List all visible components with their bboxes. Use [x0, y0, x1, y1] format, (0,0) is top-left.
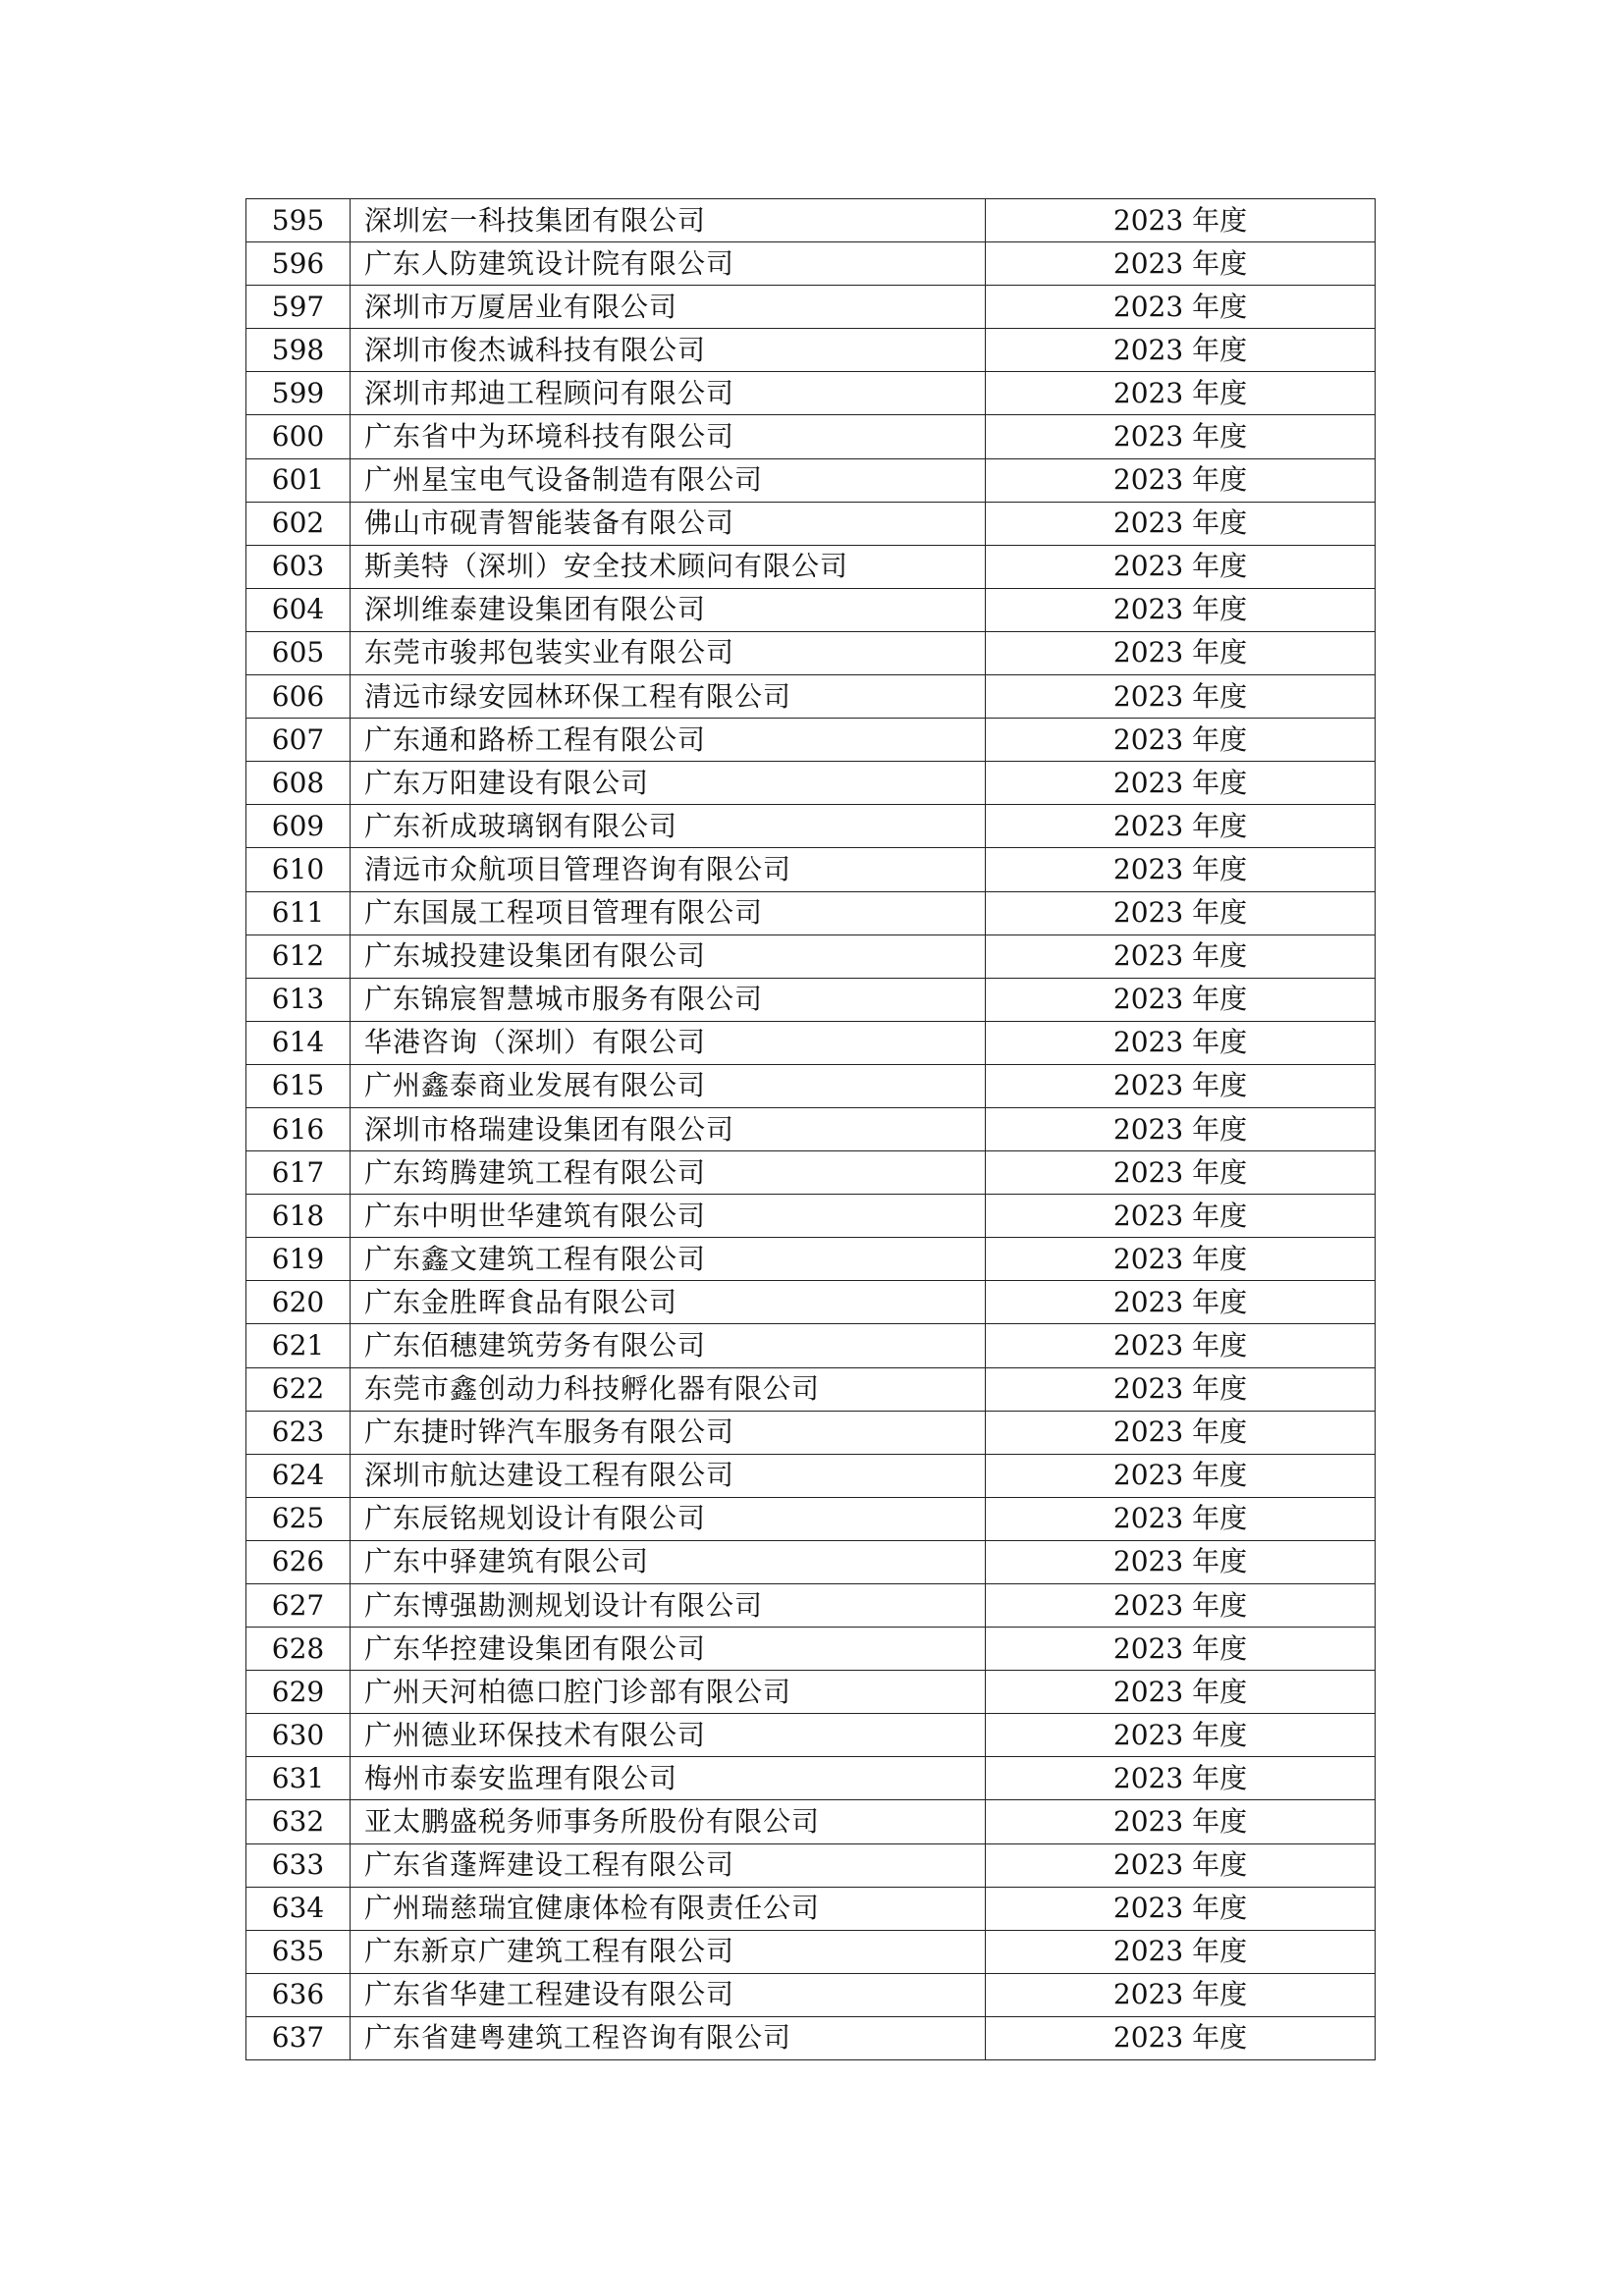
year-cell: 2023 年度 [986, 199, 1376, 242]
row-number-cell: 601 [246, 458, 351, 502]
table-row [246, 588, 1376, 631]
year-cell: 2023 年度 [986, 329, 1376, 372]
table-row [246, 1367, 1376, 1411]
year-cell: 2023 年度 [986, 762, 1376, 805]
company-name-cell: 清远市绿安园林环保工程有限公司 [351, 675, 986, 719]
year-cell: 2023 年度 [986, 1887, 1376, 1930]
row-number-cell: 610 [246, 848, 351, 891]
table-row [246, 631, 1376, 674]
row-number-cell: 633 [246, 1843, 351, 1887]
company-name-cell: 深圳维泰建设集团有限公司 [351, 588, 986, 631]
row-number-cell: 609 [246, 805, 351, 848]
company-name-cell: 广东锦宸智慧城市服务有限公司 [351, 978, 986, 1021]
table-row [246, 415, 1376, 458]
year-cell: 2023 年度 [986, 1973, 1376, 2016]
row-number-cell: 636 [246, 1973, 351, 2016]
table-row [246, 242, 1376, 286]
table-row [246, 675, 1376, 719]
company-name-cell: 广东华控建设集团有限公司 [351, 1628, 986, 1671]
row-number-cell: 618 [246, 1195, 351, 1238]
company-name-cell: 华港咨询（深圳）有限公司 [351, 1021, 986, 1064]
year-cell: 2023 年度 [986, 1628, 1376, 1671]
year-cell: 2023 年度 [986, 848, 1376, 891]
year-cell: 2023 年度 [986, 1497, 1376, 1540]
table-row [246, 1021, 1376, 1064]
year-cell: 2023 年度 [986, 2016, 1376, 2059]
company-name-cell: 东莞市鑫创动力科技孵化器有限公司 [351, 1367, 986, 1411]
table-row [246, 2016, 1376, 2059]
year-cell: 2023 年度 [986, 631, 1376, 674]
company-name-cell: 广东博强勘测规划设计有限公司 [351, 1584, 986, 1628]
company-name-cell: 广东省蓬辉建设工程有限公司 [351, 1843, 986, 1887]
row-number-cell: 595 [246, 199, 351, 242]
year-cell: 2023 年度 [986, 1324, 1376, 1367]
table-row [246, 1887, 1376, 1930]
row-number-cell: 626 [246, 1540, 351, 1583]
table-row [246, 372, 1376, 415]
year-cell: 2023 年度 [986, 1930, 1376, 1973]
company-name-cell: 广州鑫泰商业发展有限公司 [351, 1064, 986, 1107]
row-number-cell: 632 [246, 1800, 351, 1843]
company-name-cell: 广东新京广建筑工程有限公司 [351, 1930, 986, 1973]
year-cell: 2023 年度 [986, 1238, 1376, 1281]
table-row [246, 1411, 1376, 1454]
company-name-cell: 广东辰铭规划设计有限公司 [351, 1497, 986, 1540]
row-number-cell: 630 [246, 1714, 351, 1757]
table-row [246, 762, 1376, 805]
company-name-cell: 广州星宝电气设备制造有限公司 [351, 458, 986, 502]
row-number-cell: 597 [246, 286, 351, 329]
row-number-cell: 600 [246, 415, 351, 458]
row-number-cell: 634 [246, 1887, 351, 1930]
table-row [246, 1454, 1376, 1497]
company-name-cell: 广州德业环保技术有限公司 [351, 1714, 986, 1757]
document-page [245, 198, 1375, 2060]
year-cell: 2023 年度 [986, 545, 1376, 588]
table-row [246, 891, 1376, 934]
table-row [246, 934, 1376, 978]
company-name-cell: 深圳宏一科技集团有限公司 [351, 199, 986, 242]
row-number-cell: 612 [246, 934, 351, 978]
company-name-cell: 广东佰穗建筑劳务有限公司 [351, 1324, 986, 1367]
company-name-cell: 广东万阳建设有限公司 [351, 762, 986, 805]
year-cell: 2023 年度 [986, 675, 1376, 719]
row-number-cell: 616 [246, 1107, 351, 1150]
year-cell: 2023 年度 [986, 978, 1376, 1021]
company-name-cell: 广东城投建设集团有限公司 [351, 934, 986, 978]
year-cell: 2023 年度 [986, 1281, 1376, 1324]
row-number-cell: 628 [246, 1628, 351, 1671]
row-number-cell: 598 [246, 329, 351, 372]
row-number-cell: 621 [246, 1324, 351, 1367]
year-cell: 2023 年度 [986, 588, 1376, 631]
row-number-cell: 613 [246, 978, 351, 1021]
row-number-cell: 603 [246, 545, 351, 588]
table-row [246, 1497, 1376, 1540]
table-body [246, 199, 1376, 2060]
company-name-cell: 广东省中为环境科技有限公司 [351, 415, 986, 458]
company-name-cell: 广东鑫文建筑工程有限公司 [351, 1238, 986, 1281]
year-cell: 2023 年度 [986, 415, 1376, 458]
company-list-table [245, 198, 1376, 2060]
year-cell: 2023 年度 [986, 1540, 1376, 1583]
row-number-cell: 604 [246, 588, 351, 631]
company-name-cell: 广东国晟工程项目管理有限公司 [351, 891, 986, 934]
company-name-cell: 广东省华建工程建设有限公司 [351, 1973, 986, 2016]
table-row [246, 1540, 1376, 1583]
row-number-cell: 627 [246, 1584, 351, 1628]
table-row [246, 199, 1376, 242]
year-cell: 2023 年度 [986, 1714, 1376, 1757]
company-name-cell: 深圳市俊杰诚科技有限公司 [351, 329, 986, 372]
table-row [246, 1238, 1376, 1281]
row-number-cell: 615 [246, 1064, 351, 1107]
year-cell: 2023 年度 [986, 1064, 1376, 1107]
row-number-cell: 631 [246, 1757, 351, 1800]
row-number-cell: 622 [246, 1367, 351, 1411]
company-name-cell: 广东祈成玻璃钢有限公司 [351, 805, 986, 848]
row-number-cell: 605 [246, 631, 351, 674]
year-cell: 2023 年度 [986, 242, 1376, 286]
table-row [246, 719, 1376, 762]
table-row [246, 1930, 1376, 1973]
table-row [246, 329, 1376, 372]
row-number-cell: 629 [246, 1671, 351, 1714]
year-cell: 2023 年度 [986, 719, 1376, 762]
company-name-cell: 广东金胜晖食品有限公司 [351, 1281, 986, 1324]
row-number-cell: 607 [246, 719, 351, 762]
company-name-cell: 广东捷时铧汽车服务有限公司 [351, 1411, 986, 1454]
year-cell: 2023 年度 [986, 1800, 1376, 1843]
table-row [246, 286, 1376, 329]
year-cell: 2023 年度 [986, 1107, 1376, 1150]
year-cell: 2023 年度 [986, 286, 1376, 329]
company-name-cell: 梅州市泰安监理有限公司 [351, 1757, 986, 1800]
year-cell: 2023 年度 [986, 1757, 1376, 1800]
row-number-cell: 596 [246, 242, 351, 286]
table-row [246, 805, 1376, 848]
row-number-cell: 614 [246, 1021, 351, 1064]
year-cell: 2023 年度 [986, 934, 1376, 978]
table-row [246, 502, 1376, 545]
row-number-cell: 606 [246, 675, 351, 719]
row-number-cell: 624 [246, 1454, 351, 1497]
company-name-cell: 广东省建粤建筑工程咨询有限公司 [351, 2016, 986, 2059]
table-row [246, 1800, 1376, 1843]
table-row [246, 458, 1376, 502]
company-name-cell: 亚太鹏盛税务师事务所股份有限公司 [351, 1800, 986, 1843]
row-number-cell: 623 [246, 1411, 351, 1454]
year-cell: 2023 年度 [986, 1584, 1376, 1628]
row-number-cell: 619 [246, 1238, 351, 1281]
row-number-cell: 620 [246, 1281, 351, 1324]
year-cell: 2023 年度 [986, 372, 1376, 415]
company-name-cell: 深圳市格瑞建设集团有限公司 [351, 1107, 986, 1150]
company-name-cell: 佛山市砚青智能装备有限公司 [351, 502, 986, 545]
table-row [246, 1064, 1376, 1107]
table-row [246, 1195, 1376, 1238]
year-cell: 2023 年度 [986, 891, 1376, 934]
row-number-cell: 599 [246, 372, 351, 415]
row-number-cell: 625 [246, 1497, 351, 1540]
table-row [246, 1281, 1376, 1324]
company-name-cell: 深圳市万厦居业有限公司 [351, 286, 986, 329]
year-cell: 2023 年度 [986, 1021, 1376, 1064]
company-name-cell: 广州瑞慈瑞宜健康体检有限责任公司 [351, 1887, 986, 1930]
row-number-cell: 602 [246, 502, 351, 545]
year-cell: 2023 年度 [986, 458, 1376, 502]
company-name-cell: 东莞市骏邦包装实业有限公司 [351, 631, 986, 674]
table-row [246, 545, 1376, 588]
year-cell: 2023 年度 [986, 1195, 1376, 1238]
table-row [246, 1151, 1376, 1195]
row-number-cell: 635 [246, 1930, 351, 1973]
table-row [246, 1973, 1376, 2016]
year-cell: 2023 年度 [986, 1411, 1376, 1454]
row-number-cell: 611 [246, 891, 351, 934]
table-row [246, 848, 1376, 891]
year-cell: 2023 年度 [986, 502, 1376, 545]
company-name-cell: 广东中驿建筑有限公司 [351, 1540, 986, 1583]
table-row [246, 978, 1376, 1021]
year-cell: 2023 年度 [986, 805, 1376, 848]
year-cell: 2023 年度 [986, 1151, 1376, 1195]
company-name-cell: 广东人防建筑设计院有限公司 [351, 242, 986, 286]
table-row [246, 1757, 1376, 1800]
company-name-cell: 深圳市邦迪工程顾问有限公司 [351, 372, 986, 415]
company-name-cell: 清远市众航项目管理咨询有限公司 [351, 848, 986, 891]
company-name-cell: 广东筠腾建筑工程有限公司 [351, 1151, 986, 1195]
company-name-cell: 斯美特（深圳）安全技术顾问有限公司 [351, 545, 986, 588]
table-row [246, 1584, 1376, 1628]
table-row [246, 1324, 1376, 1367]
year-cell: 2023 年度 [986, 1671, 1376, 1714]
table-row [246, 1107, 1376, 1150]
company-name-cell: 广州天河柏德口腔门诊部有限公司 [351, 1671, 986, 1714]
table-row [246, 1671, 1376, 1714]
table-row [246, 1843, 1376, 1887]
row-number-cell: 617 [246, 1151, 351, 1195]
company-name-cell: 广东通和路桥工程有限公司 [351, 719, 986, 762]
year-cell: 2023 年度 [986, 1843, 1376, 1887]
year-cell: 2023 年度 [986, 1367, 1376, 1411]
company-name-cell: 深圳市航达建设工程有限公司 [351, 1454, 986, 1497]
row-number-cell: 608 [246, 762, 351, 805]
table-row [246, 1714, 1376, 1757]
company-name-cell: 广东中明世华建筑有限公司 [351, 1195, 986, 1238]
row-number-cell: 637 [246, 2016, 351, 2059]
year-cell: 2023 年度 [986, 1454, 1376, 1497]
table-row [246, 1628, 1376, 1671]
